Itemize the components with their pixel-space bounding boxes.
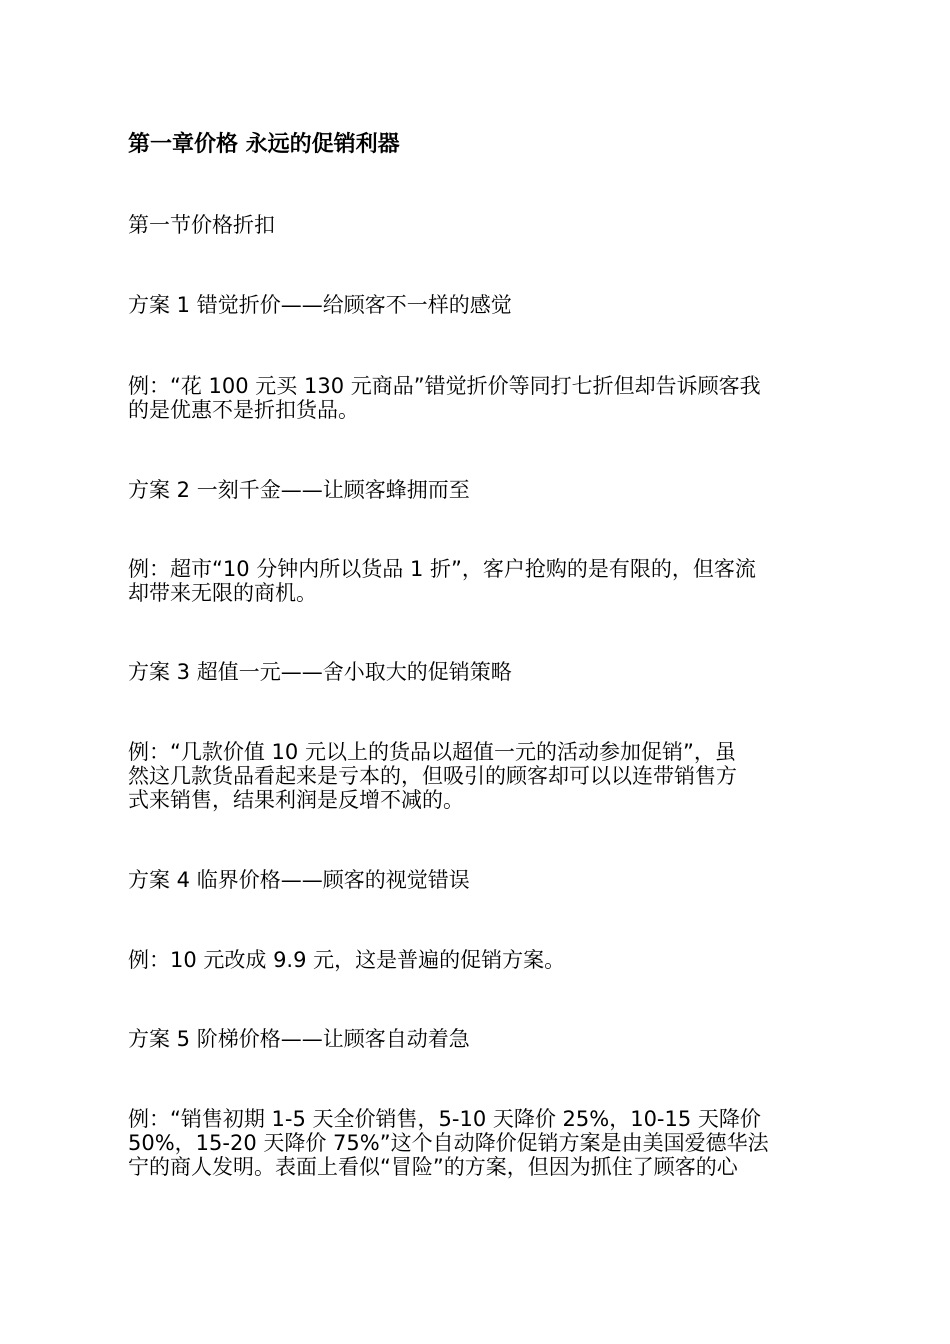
plan-5-example-line: 50%，15-20 天降价 75%”这个自动降价促销方案是由美国爱德华法 (128, 1131, 769, 1155)
chapter-title: 第一章价格 永远的促销利器 (128, 132, 400, 157)
plan-1-heading: 方案 1 错觉折价——给顾客不一样的感觉 (128, 293, 512, 317)
plan-3-example-line: 式来销售，结果利润是反增不减的。 (128, 788, 464, 812)
plan-4-example-line: 例：10 元改成 9.9 元，这是普遍的促销方案。 (128, 948, 566, 972)
plan-1-example (128, 374, 840, 422)
plan-2-heading: 方案 2 一刻千金——让顾客蜂拥而至 (128, 478, 470, 502)
plan-5-example-line: 宁的商人发明。表面上看似“冒险”的方案，但因为抓住了顾客的心 (128, 1155, 738, 1179)
plan-4-heading: 方案 4 临界价格——顾客的视觉错误 (128, 868, 470, 892)
plan-3-example-line: 然这几款货品看起来是亏本的，但吸引的顾客却可以以连带销售方 (128, 764, 737, 788)
plan-1-example-line: 例：“花 100 元买 130 元商品”错觉折价等同打七折但却告诉顾客我 (128, 374, 761, 398)
plan-5-heading: 方案 5 阶梯价格——让顾客自动着急 (128, 1027, 470, 1051)
plan-2-example-line: 却带来无限的商机。 (128, 581, 317, 605)
plan-5-example-line: 例：“销售初期 1-5 天全价销售，5-10 天降价 25%，10-15 天降价 (128, 1107, 761, 1131)
plan-4-example (128, 948, 840, 972)
plan-3-example-line: 例：“几款价值 10 元以上的货品以超值一元的活动参加促销”，虽 (128, 740, 736, 764)
plan-2-example-line: 例：超市“10 分钟内所以货品 1 折”，客户抢购的是有限的，但客流 (128, 557, 756, 581)
plan-3-heading: 方案 3 超值一元——舍小取大的促销策略 (128, 660, 512, 684)
plan-5-example (128, 1107, 840, 1179)
plan-2-example (128, 557, 840, 605)
section-title: 第一节价格折扣 (128, 213, 275, 237)
plan-3-example (128, 740, 840, 812)
plan-1-example-line: 的是优惠不是折扣货品。 (128, 398, 359, 422)
